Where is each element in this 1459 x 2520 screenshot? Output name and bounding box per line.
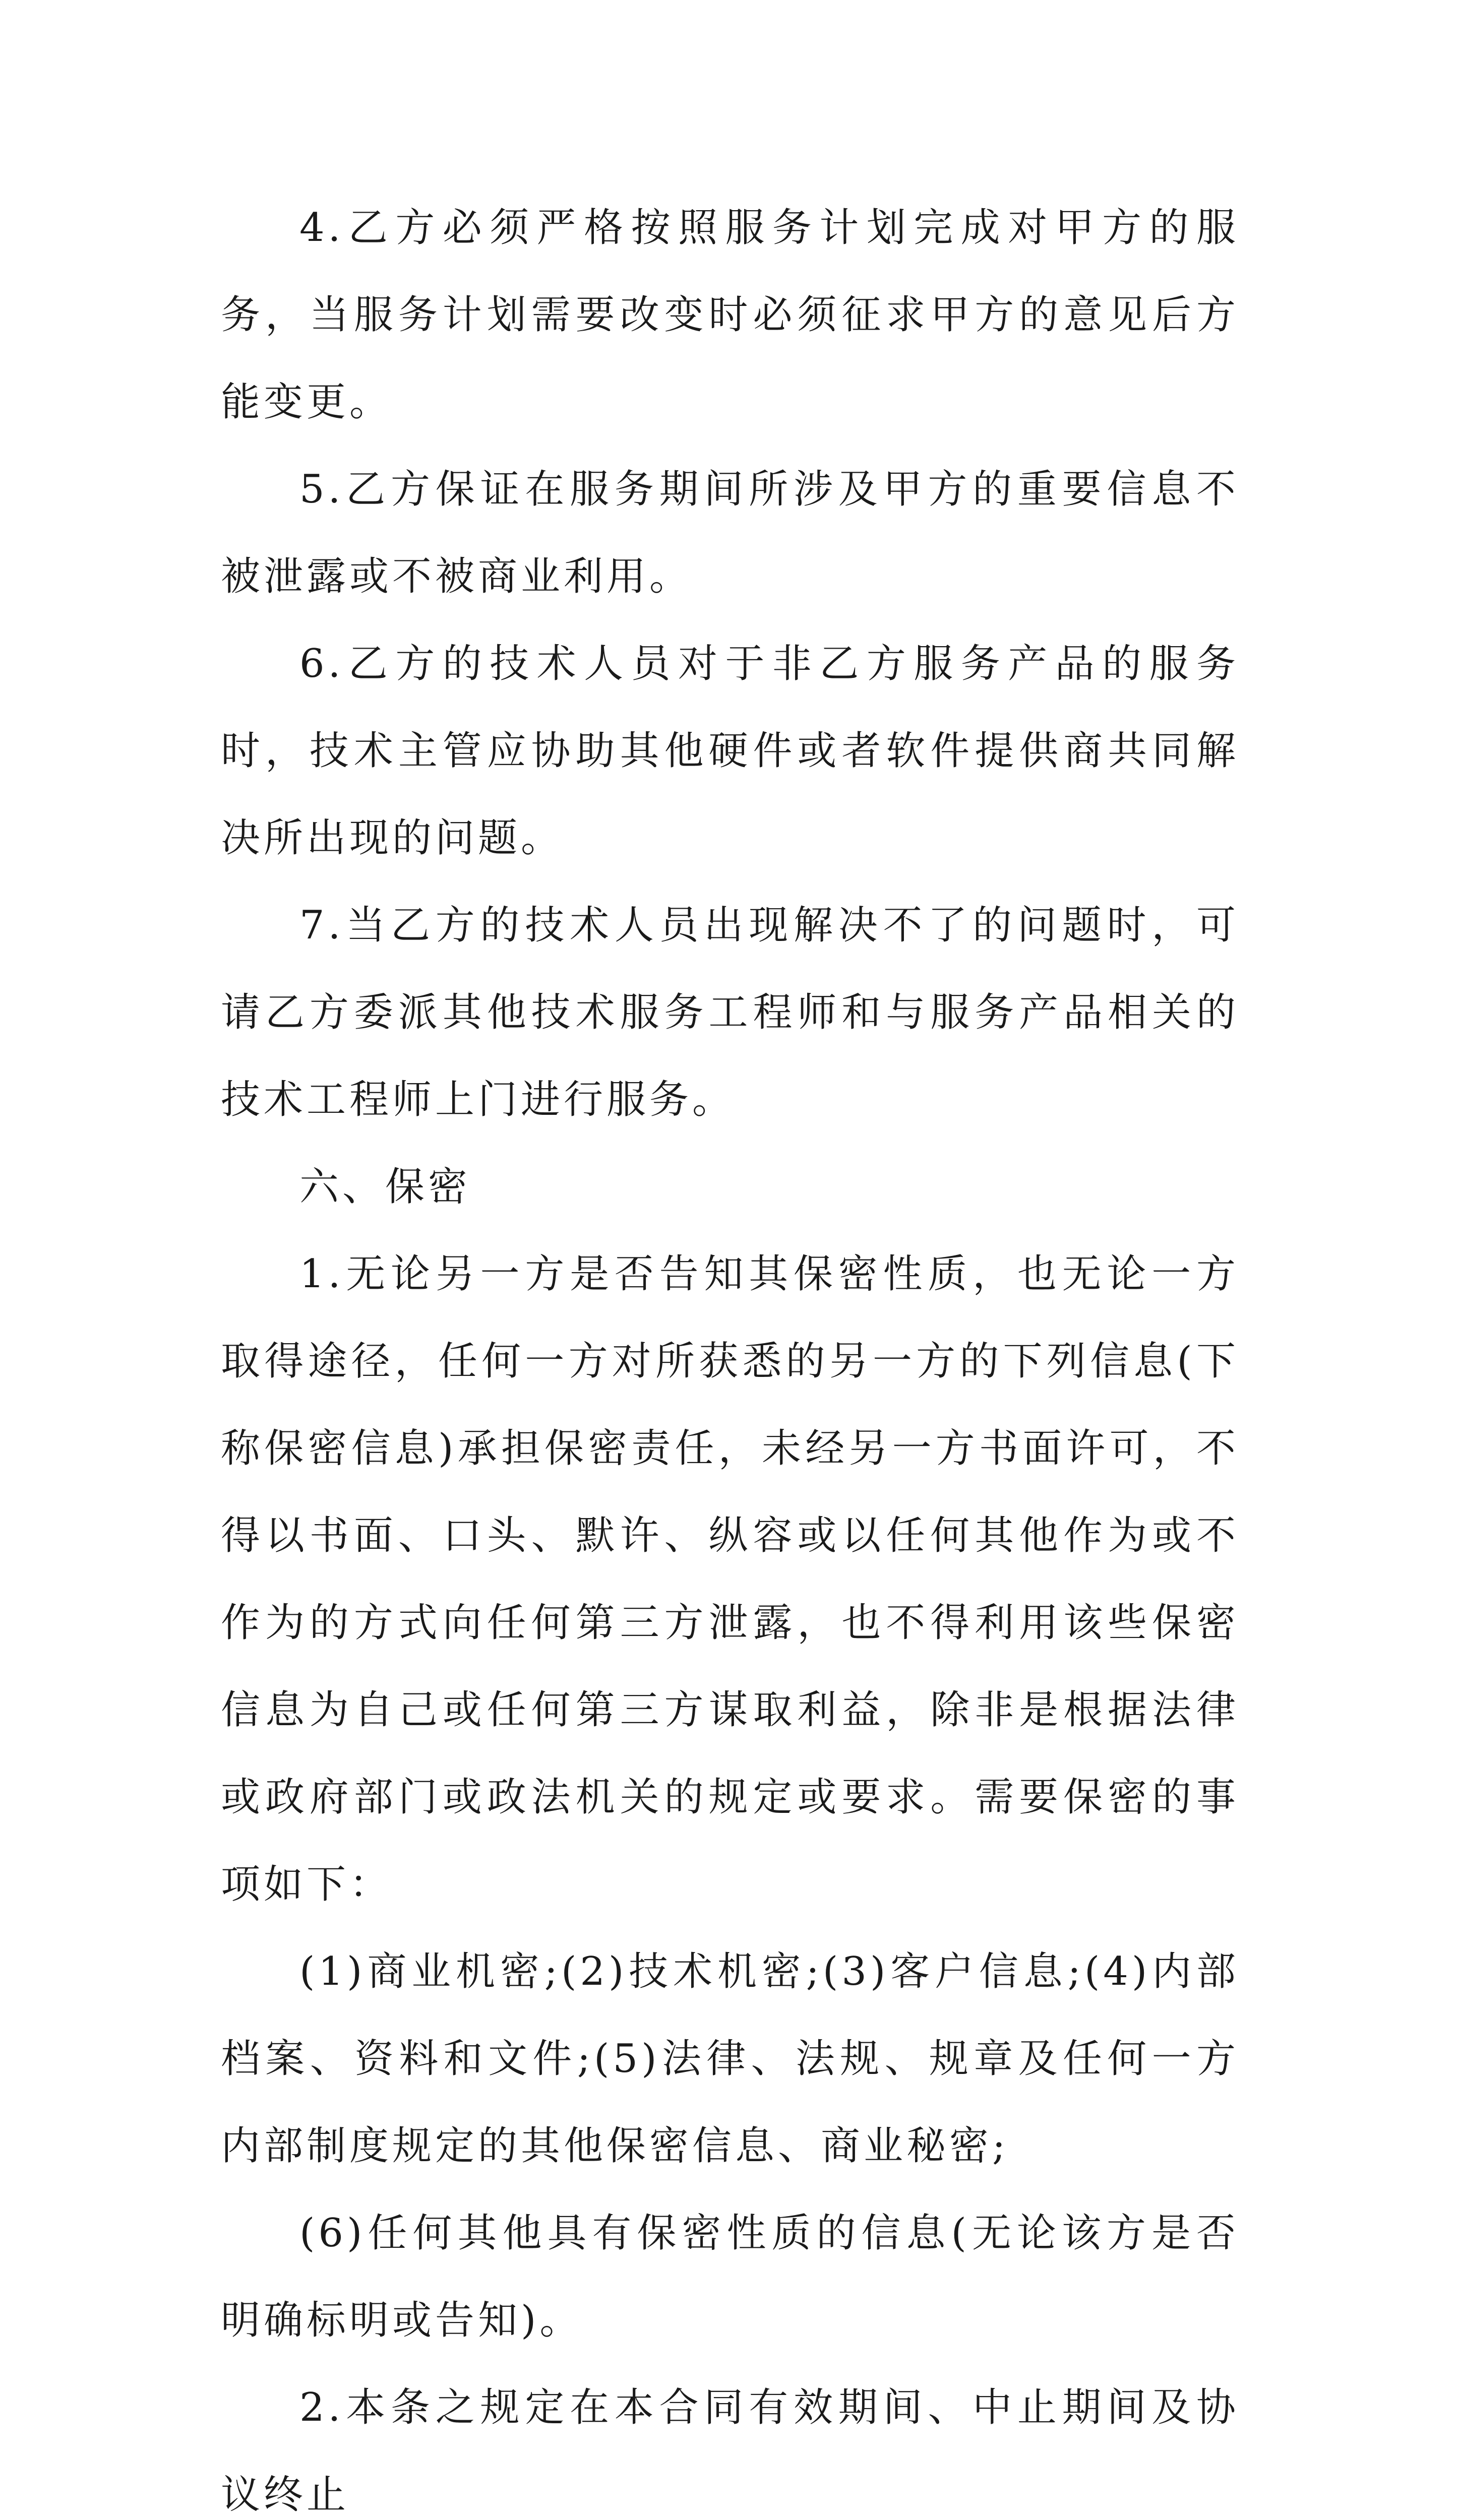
clause-4-paragraph: 4.乙方必须严格按照服务计划完成对甲方的服务，当服务计划需要改变时必须征求甲方的意见后方能变更。 xyxy=(221,205,1239,425)
clause-7-paragraph: 7.当乙方的技术人员出现解决不了的问题时，可请乙方委派其他技术服务工程师和与服务产品相关的技术工程师上门进行服务。 xyxy=(221,903,1239,1122)
confidentiality-clause-2-paragraph: 2.本条之规定在本合同有效期间、中止期间及协议终止 xyxy=(221,2385,1239,2517)
clause-6-paragraph: 6.乙方的技术人员对于非乙方服务产品的服务时，技术主管应协助其他硬件或者软件提供商共同解决所出现的问题。 xyxy=(221,641,1239,861)
document-body xyxy=(221,184,1239,2520)
section-heading-confidentiality: 六、保密 xyxy=(299,1164,471,1210)
confidential-items-list-paragraph: (1)商业机密;(2)技术机密;(3)客户信息;(4)内部档案、资料和文件;(5)法律、法规、规章及任何一方内部制度规定的其他保密信息、商业秘密; xyxy=(221,1949,1239,2169)
confidentiality-clause-1-paragraph: 1.无论另一方是否告知其保密性质，也无论一方取得途径，任何一方对所获悉的另一方的下列信息(下称保密信息)承担保密责任，未经另一方书面许可，不得以书面、口头、默许、纵容或以任何其他作为或不作为的方式向任何第三方泄露，也不得利用该些保密信息为自己或任何第三方谋取利益，除非是根据法律或政府部门或政法机关的规定或要求。需要保密的事项如下： xyxy=(221,1251,1239,1907)
confidential-item-6-paragraph: (6)任何其他具有保密性质的信息(无论该方是否明确标明或告知)。 xyxy=(221,2211,1239,2343)
clause-5-paragraph: 5.乙方保证在服务期间所涉及甲方的重要信息不被泄露或不被商业利用。 xyxy=(221,467,1239,599)
